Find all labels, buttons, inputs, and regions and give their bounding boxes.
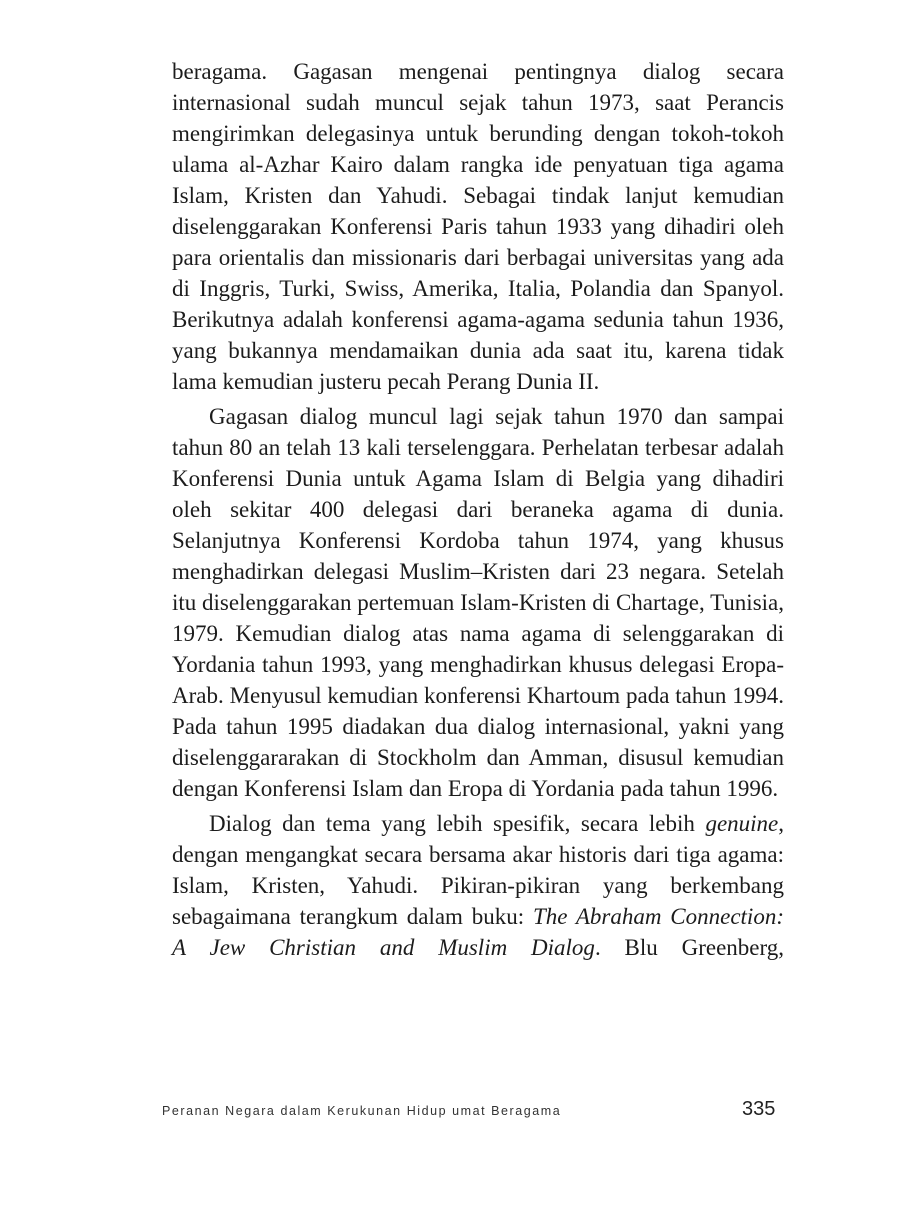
paragraph-3-text-2: , dengan mengangkat secara bersama akar historis dari tiga agama: Islam, Kristen, Yahudi. Pikiran-pikiran yang berkembang sebagaimana terangkum dalam buku: bbox=[172, 811, 784, 929]
paragraph-1: beragama. Gagasan mengenai pentingnya dialog secara internasional sudah muncul sejak tahun 1973, saat Perancis mengirimkan delegasinya untuk berunding dengan tokoh-tokoh ulama al-Azhar Kairo dalam rangka ide penyatuan tiga agama Islam, Kristen dan Yahudi. Sebagai tindak lanjut kemudian diselenggarakan Konferensi Paris tahun 1933 yang dihadiri oleh para orientalis dan missionaris dari berbagai universitas yang ada di Inggris, Turki, Swiss, Amerika, Italia, Polandia dan Spanyol. Berikutnya adalah konferensi agama-agama sedunia tahun 1936, yang bukannya mendamaikan dunia ada saat itu, karena tidak lama kemudian justeru pecah Perang Dunia II. bbox=[172, 59, 784, 394]
paragraph-3 bbox=[172, 808, 784, 963]
paragraph-3-italic-genuine: genuine bbox=[705, 811, 779, 836]
paragraph-3-book-title: The Abraham Connection: A Jew Christian and Muslim Dialog bbox=[172, 904, 784, 960]
paragraph-2: Gagasan dialog muncul lagi sejak tahun 1970 dan sampai tahun 80 an telah 13 kali terselenggara. Perhelatan terbesar adalah Konferensi Dunia untuk Agama Islam di Belgia yang dihadiri oleh sekitar 400 delegasi dari beraneka agama di dunia. Selanjutnya Konferensi Kordoba tahun 1974, yang khusus menghadirkan delegasi Muslim–Kristen dari 23 negara. Setelah itu diselenggarakan pertemuan Islam-Kristen di Chartage, Tunisia, 1979. Kemudian dialog atas nama agama di selenggarakan di Yordania tahun 1993, yang menghadirkan khusus delegasi Eropa-Arab. Menyusul kemudian konferensi Khartoum pada tahun 1994. Pada tahun 1995 diadakan dua dialog internasional, yakni yang diselenggararakan di Stockholm dan Amman, disusul kemudian dengan Konferensi Islam dan Eropa di Yordania pada tahun 1996. bbox=[172, 404, 784, 801]
body-text bbox=[172, 56, 784, 963]
paragraph-3-text-1: Dialog dan tema yang lebih spesifik, secara lebih bbox=[209, 811, 706, 836]
page-number: 335 bbox=[742, 1098, 776, 1120]
running-footer-title: Peranan Negara dalam Kerukunan Hidup umat Beragama bbox=[162, 1104, 562, 1118]
paragraph-3-text-3: . Blu Greenberg, bbox=[594, 935, 784, 960]
